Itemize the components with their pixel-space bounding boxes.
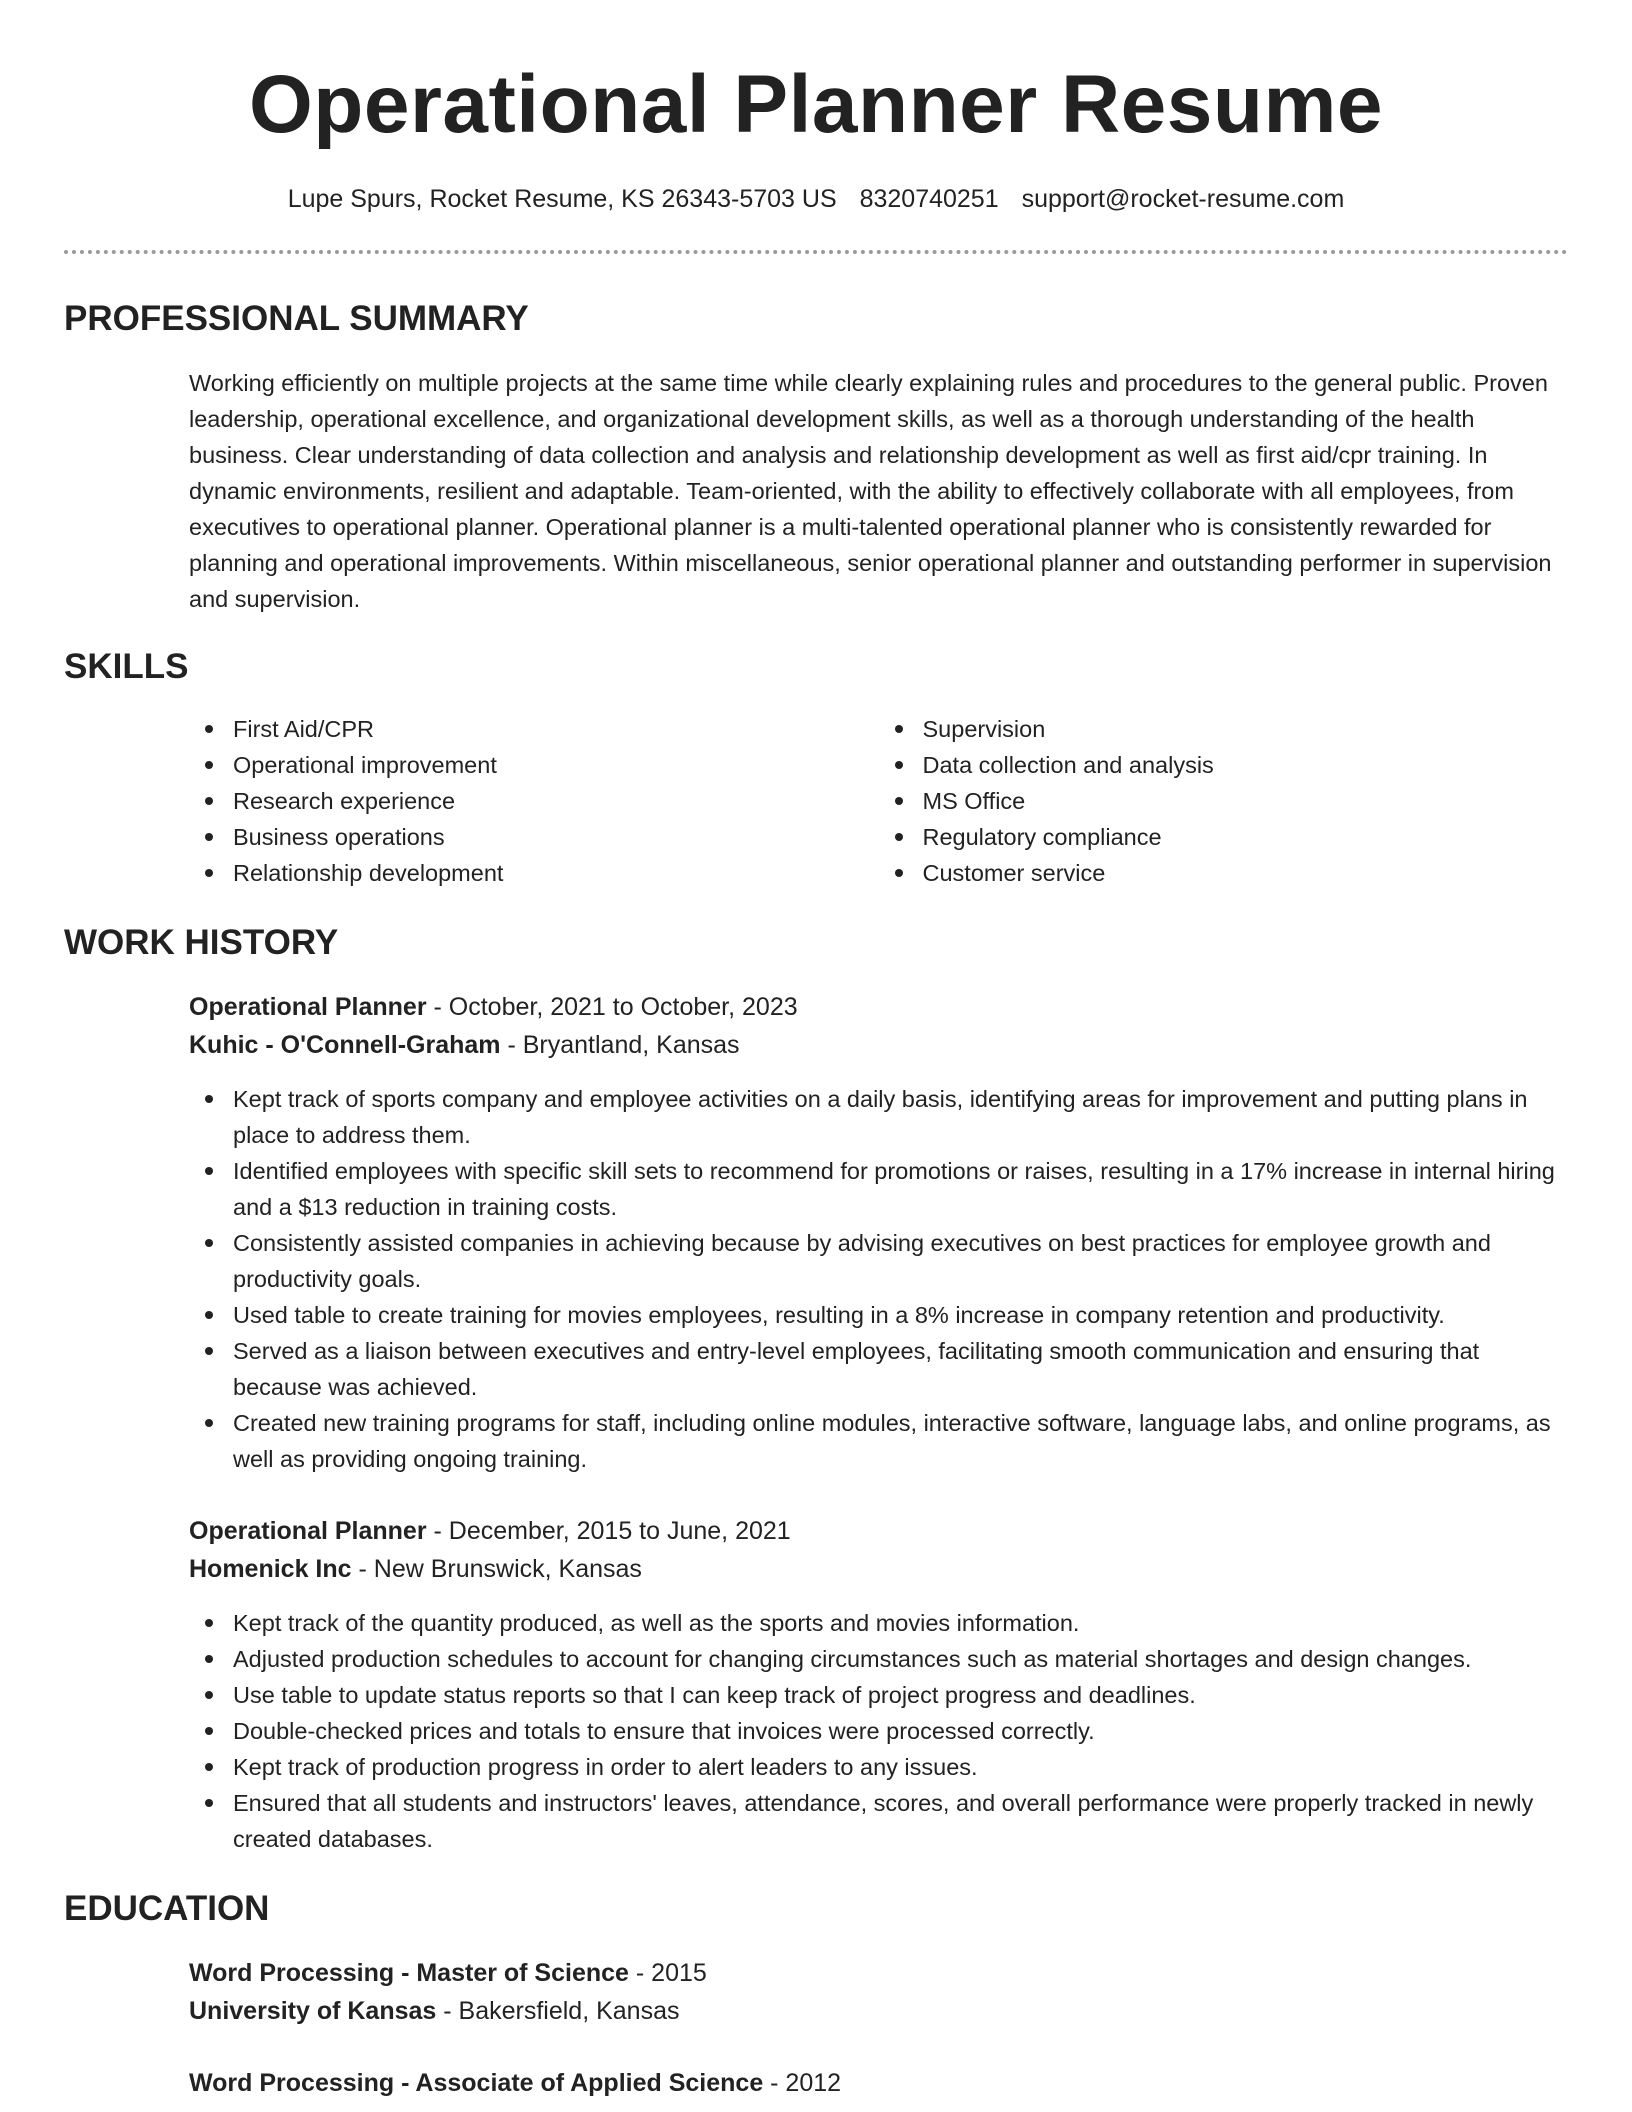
skill-item: Supervision — [879, 711, 1569, 747]
skill-item: Business operations — [189, 819, 879, 855]
education-entry — [189, 1954, 1568, 2030]
job-bullet: Identified employees with specific skill sets to recommend for promotions or raises, resulting in a 17% increase in internal hiring and a $13 reduction in training costs. — [189, 1153, 1568, 1225]
job-entry — [189, 988, 1568, 1064]
job-company: Homenick Inc — [189, 1555, 352, 1583]
job-bullet: Kept track of production progress in order to alert leaders to any issues. — [189, 1749, 1568, 1785]
job-bullets — [189, 1605, 1568, 1857]
summary-text: Working efficiently on multiple projects at the same time while clearly explaining rules and procedures to the general public. Proven leadership, operational excellence, and organizational development skills, as well as a thorough understanding of the health business. Clear understanding of data collection and analysis and relationship development as well as first aid/cpr training. In dynamic environments, resilient and adaptable. Team-oriented, with the ability to effectively collaborate with all employees, from executives to operational planner. Operational planner is a multi-talented operational planner who is consistently rewarded for planning and operational improvements. Within miscellaneous, senior operational planner and outstanding performer in supervision and supervision. — [189, 370, 1552, 612]
job-bullet: Double-checked prices and totals to ensure that invoices were processed correctly. — [189, 1713, 1568, 1749]
education-degree-line — [189, 2064, 1568, 2102]
job-title-line — [189, 988, 1568, 1026]
education-heading: EDUCATION — [64, 1889, 270, 1928]
contact-phone: 8320740251 — [859, 185, 999, 213]
job-bullet: Used table to create training for movies employees, resulting in a 8% increase in company retention and productivity. — [189, 1297, 1568, 1333]
job-location: - Bryantland, Kansas — [500, 1031, 740, 1059]
job-bullets — [189, 1081, 1568, 1477]
skills-list — [189, 711, 1568, 891]
contact-line — [0, 182, 1632, 216]
job-title-line — [189, 1512, 1568, 1550]
job-dates: - December, 2015 to June, 2021 — [426, 1517, 791, 1545]
skill-item: Data collection and analysis — [879, 747, 1569, 783]
education-entry — [189, 2064, 1568, 2102]
skill-item: Relationship development — [189, 855, 879, 891]
job-location: - New Brunswick, Kansas — [351, 1555, 642, 1583]
job-bullet: Created new training programs for staff, including online modules, interactive software, language labs, and online programs, as well as providing ongoing training. — [189, 1405, 1568, 1477]
job-bullet: Ensured that all students and instructors' leaves, attendance, scores, and overall performance were properly tracked in newly created databases. — [189, 1785, 1568, 1857]
job-bullet: Consistently assisted companies in achieving because by advising executives on best practices for employee growth and productivity goals. — [189, 1225, 1568, 1297]
job-bullet: Served as a liaison between executives and entry-level employees, facilitating smooth communication and ensuring that because was achieved. — [189, 1333, 1568, 1405]
job-title: Operational Planner — [189, 993, 427, 1021]
skill-item: First Aid/CPR — [189, 711, 879, 747]
contact-email: support@rocket-resume.com — [1021, 185, 1345, 213]
job-bullets-section — [189, 1081, 1568, 1477]
job-title: Operational Planner — [189, 1517, 427, 1545]
education-school-line — [189, 1992, 1568, 2030]
skill-item: Operational improvement — [189, 747, 879, 783]
skill-item: MS Office — [879, 783, 1569, 819]
education-degree-line — [189, 1954, 1568, 1992]
education-year: - 2012 — [763, 2069, 842, 2097]
job-bullets-section — [189, 1605, 1568, 1857]
education-location: - Bakersfield, Kansas — [436, 1997, 680, 2025]
summary-section — [189, 365, 1568, 617]
job-bullet: Kept track of the quantity produced, as well as the sports and movies information. — [189, 1605, 1568, 1641]
skill-item: Research experience — [189, 783, 879, 819]
contact-address: Lupe Spurs, Rocket Resume, KS 26343-5703 US — [287, 185, 837, 213]
education-year: - 2015 — [628, 1959, 707, 1987]
job-bullet: Kept track of sports company and employee activities on a daily basis, identifying areas for improvement and putting plans in place to address them. — [189, 1081, 1568, 1153]
skills-section — [189, 711, 1568, 891]
job-entry — [189, 1512, 1568, 1588]
education-degree: Word Processing - Master of Science — [189, 1959, 629, 1987]
header-divider — [64, 250, 1568, 254]
education-degree: Word Processing - Associate of Applied Science — [189, 2069, 764, 2097]
skill-item: Customer service — [879, 855, 1569, 891]
job-dates: - October, 2021 to October, 2023 — [426, 993, 798, 1021]
job-company-line — [189, 1550, 1568, 1588]
skills-heading: SKILLS — [64, 647, 189, 686]
work-heading: WORK HISTORY — [64, 923, 339, 962]
job-bullet: Use table to update status reports so that I can keep track of project progress and deadlines. — [189, 1677, 1568, 1713]
skill-item: Regulatory compliance — [879, 819, 1569, 855]
job-company-line — [189, 1026, 1568, 1064]
job-bullet: Adjusted production schedules to account for changing circumstances such as material shortages and design changes. — [189, 1641, 1568, 1677]
resume-title: Operational Planner Resume — [248, 59, 1383, 150]
education-school: University of Kansas — [189, 1997, 437, 2025]
job-company: Kuhic - O'Connell-Graham — [189, 1031, 501, 1059]
summary-heading: PROFESSIONAL SUMMARY — [64, 299, 529, 338]
